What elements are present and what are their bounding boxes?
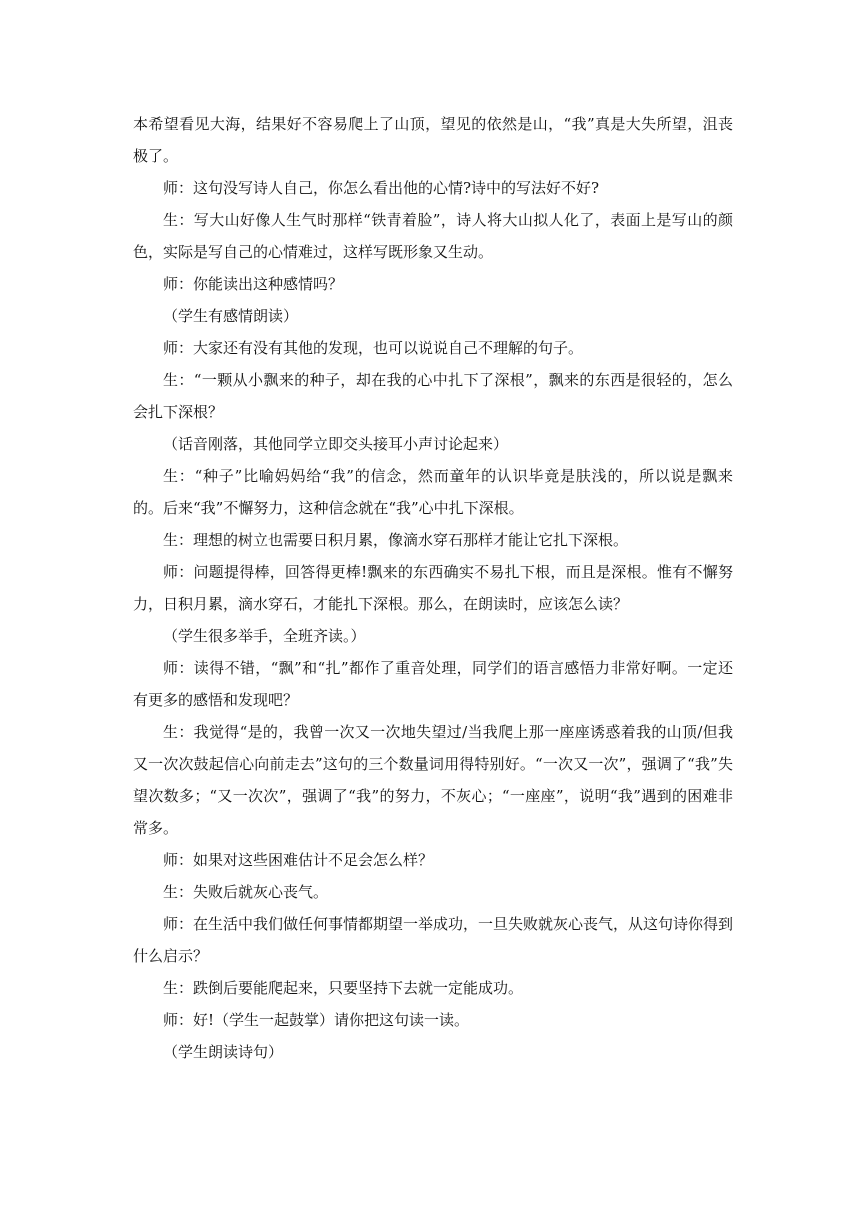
- paragraph-18: 生：跌倒后要能爬起来，只要坚持下去就一定能成功。: [163, 979, 524, 997]
- paragraph-1: 本希望看见大海，结果好不容易爬上了山顶，望见的依然是山，“我”真是大失所望，沮丧极了。: [133, 115, 733, 165]
- paragraph-11: 师：问题提得棒，回答得更棒!飘来的东西确实不易扎下根，而且是深根。惟有不懈努力，日积月累，滴水穿石，才能扎下深根。那么，在朗读时，应该怎么读？: [133, 563, 733, 613]
- stage-direction-3: （学生很多举手，全班齐读。）: [163, 627, 366, 645]
- paragraph-7: 生：“一颗从小飘来的种子，却在我的心中扎下了深根”，飘来的东西是很轻的，怎么会扎下深根？: [133, 371, 733, 421]
- stage-direction-4: （学生朗读诗句）: [163, 1043, 284, 1061]
- paragraph-2: 师：这句没写诗人自己，你怎么看出他的心情?诗中的写法好不好?: [163, 179, 600, 197]
- paragraph-10: 生：理想的树立也需要日积月累，像滴水穿石那样才能让它扎下深根。: [163, 531, 629, 549]
- stage-direction-2: （话音刚落，其他同学立即交头接耳小声讨论起来）: [163, 435, 509, 453]
- paragraph-6: 师：大家还有没有其他的发现，也可以说说自己不理解的句子。: [163, 339, 584, 357]
- paragraph-9: 生：“种子”比喻妈妈给“我”的信念，然而童年的认识毕竟是肤浅的，所以说是飘来的。后来“我”不懈努力，这种信念就在“我”心中扎下深根。: [133, 467, 733, 517]
- stage-direction-1: （学生有感情朗读）: [163, 307, 299, 325]
- paragraph-14: 生：我觉得“是的，我曾一次又一次地失望过/当我爬上那一座座诱惑着我的山顶/但我又一次次鼓起信心向前走去”这句的三个数量词用得特别好。“一次又一次”，强调了“我”失望次数多；“又一次次”，强调了“我”的努力，不灰心；“一座座”，说明“我”遇到的困难非常多。: [133, 723, 733, 837]
- paragraph-16: 生：失败后就灰心丧气。: [163, 883, 329, 901]
- document-body: [133, 108, 733, 1068]
- paragraph-17: 师：在生活中我们做任何事情都期望一举成功，一旦失败就灰心丧气，从这句诗你得到什么启示？: [133, 915, 734, 965]
- paragraph-3: 生：写大山好像人生气时那样“铁青着脸”，诗人将大山拟人化了，表面上是写山的颜色，实际是写自己的心情难过，这样写既形象又生动。: [133, 211, 733, 261]
- paragraph-15: 师：如果对这些困难估计不足会怎么样？: [163, 851, 434, 869]
- paragraph-4: 师：你能读出这种感情吗？: [163, 275, 344, 293]
- paragraph-19: 师：好!（学生一起鼓掌）请你把这句读一读。: [163, 1011, 470, 1029]
- paragraph-13: 师：读得不错，“飘”和“扎”都作了重音处理，同学们的语言感悟力非常好啊。一定还有更多的感悟和发现吧？: [133, 659, 733, 709]
